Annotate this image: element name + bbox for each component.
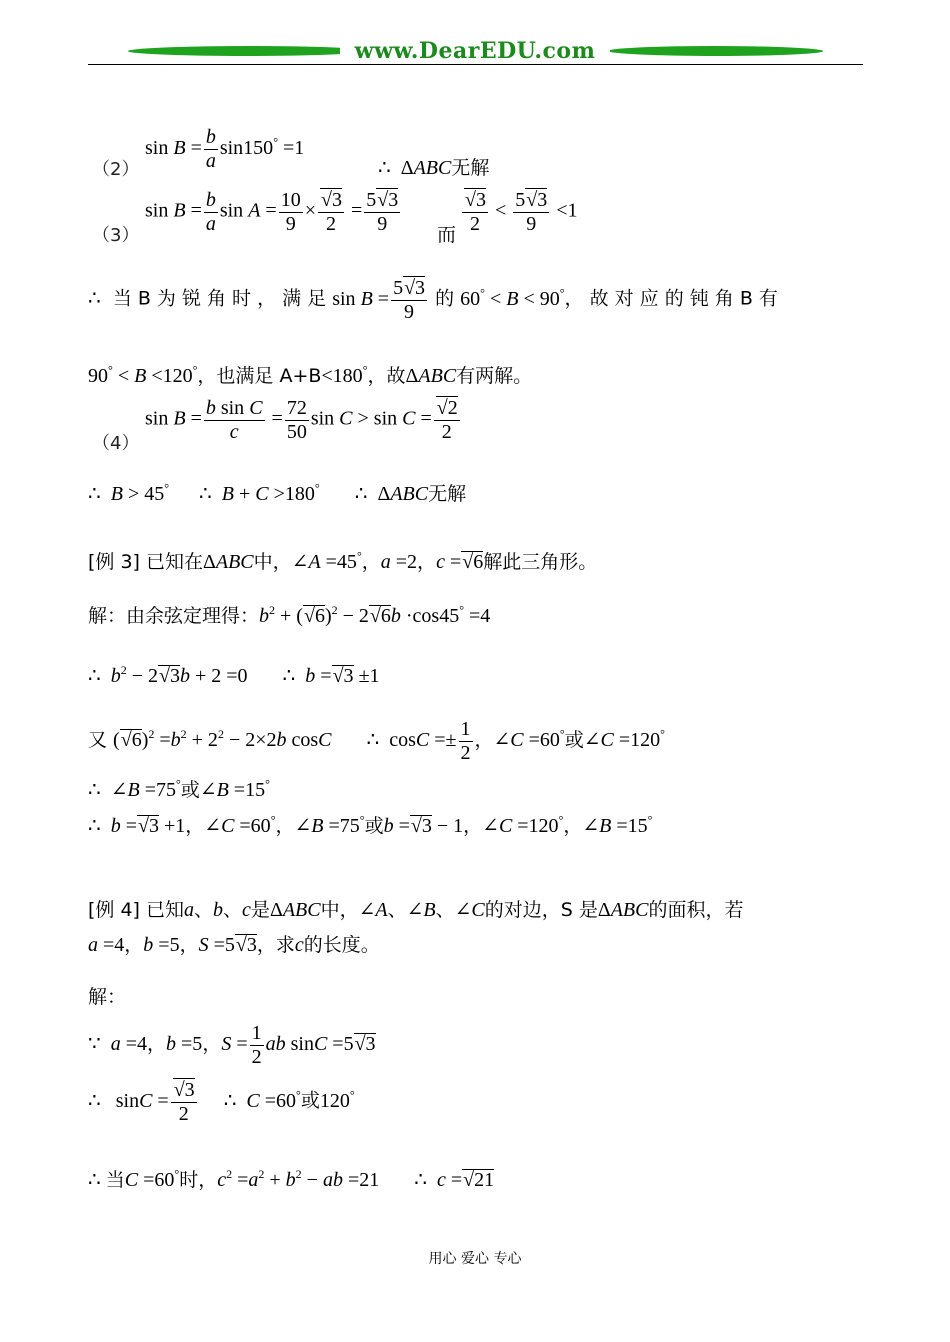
site-brand: www.DearEDU.com bbox=[340, 38, 610, 64]
example-3-result: ∴ b =√3 +1，∠C =60°，∠B =75°或b =√3 − 1，∠C =120°，∠B =15° bbox=[88, 813, 653, 837]
header-banner bbox=[88, 38, 863, 68]
example-4-given: ∵ a =4，b =5，S = $\frac{1}{2}$ ab sinC =5√3 bbox=[88, 1022, 376, 1068]
example-3-solution: 解：由余弦定理得：$b^2 + (√6)^2 - 2√6b \cdot\cos 45^\circ =4$ bbox=[88, 603, 491, 627]
formula-2: sin B = $\frac{b}{a}$ sin150° =1 bbox=[145, 126, 305, 172]
example-4-statement-line1: [例 4] 已知a、b、c是ΔABC中，∠A、∠B、∠C的对边，S 是ΔABC的面积，若 bbox=[88, 899, 744, 921]
page-footer: 用心 爱心 专心 bbox=[428, 1251, 522, 1267]
left-leaf-decoration bbox=[126, 46, 370, 56]
label-4: （4） bbox=[92, 433, 140, 454]
paragraph-acute: ∴ 当 B 为 锐 角 时 ， 满 足 sin B = $\frac{5√3}{9}$ 的 60° < B < 90°， 故 对 应 的 钝 角 B 有 bbox=[88, 277, 778, 323]
label-3: （3） bbox=[92, 225, 140, 246]
example-4-sine: ∴ sinC = $\frac{√3}{2}$ ∴ C =60°或120° bbox=[88, 1079, 355, 1125]
inequality-3: $\frac{√3}{2}$ < $\frac{5√3}{9}$ <1 bbox=[460, 188, 578, 236]
header-rule bbox=[88, 64, 863, 65]
label-2: （2） bbox=[92, 159, 140, 180]
example-4-result: ∴ 当C =60°时，$c^2 =a^2 + b^2$ − ab =21 ∴ c =√21 bbox=[88, 1167, 495, 1191]
example-4-statement-line2: a =4，b =5，S =5√3，求c的长度。 bbox=[88, 934, 380, 956]
and-word: 而 bbox=[437, 224, 457, 246]
example-3-statement: [例 3] 已知在ΔABC中，∠A =45°，a =2，c =√6解此三角形。 bbox=[88, 549, 598, 573]
right-leaf-decoration bbox=[606, 46, 825, 56]
conclusion-2: ∴ ΔABC无解 bbox=[378, 157, 490, 179]
paragraph-obtuse: 90° < B <120°，也满足 A+B<180°，故ΔABC有两解。 bbox=[88, 363, 533, 387]
example-3-quadratic: ∴ $b^2 - 2√3b + 2 =0$ ∴ b =√3 ±1 bbox=[88, 663, 380, 687]
example-3-angle-b: ∴ ∠B =75°或∠B =15° bbox=[88, 777, 270, 801]
example-3-cosine: 又 $(√6)^2 =b^2 + 2^2 - 2\times 2b$ cosC ∴ cosC =± $\frac{1}{2}$ ，∠C =60°或∠C =120° bbox=[88, 718, 665, 764]
conclusion-4: ∴ B > 45° ∴ B + C >180° ∴ ΔABC无解 bbox=[88, 481, 467, 505]
formula-3: sin B = $\frac{b}{a}$ sin A = $\frac{10}{9}$ × $\frac{√3}{2}$ = $\frac{5√3}{9}$ bbox=[145, 188, 399, 235]
example-4-solution-label: 解： bbox=[88, 986, 127, 1008]
formula-4: sin B = $\frac{\text{b sin C}}{c}$ = $\frac{72}{50}$ sin C > sin C = $\frac{√2}{2}$ bbox=[145, 396, 458, 443]
